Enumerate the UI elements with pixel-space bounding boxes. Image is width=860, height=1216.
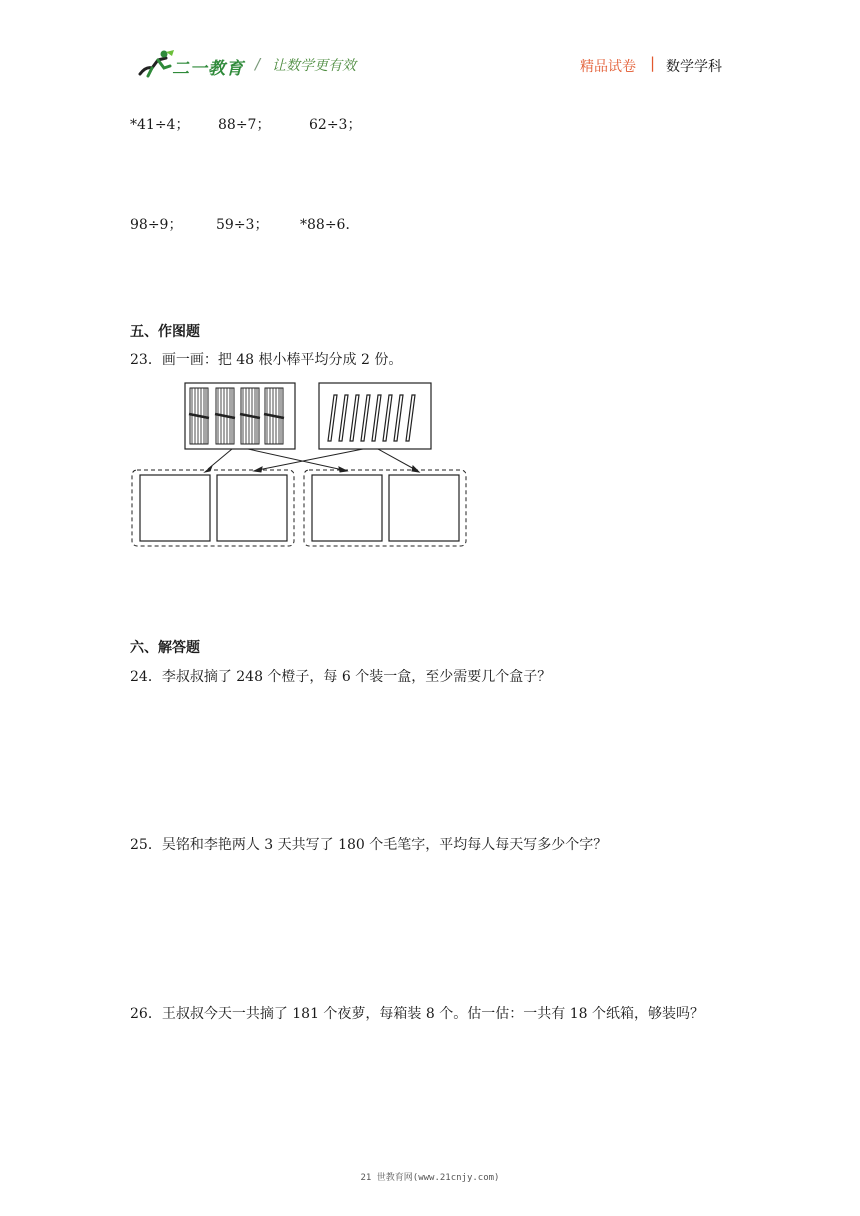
calc-item: 62÷3； (309, 117, 362, 133)
calc-item: *41÷4； (130, 117, 190, 133)
answer-box (312, 475, 382, 541)
brand-name: 二一教育 (172, 59, 244, 79)
group-one-container (132, 470, 294, 546)
question-26: 26．王叔叔今天一共摘了 181 个夜萝，每箱装 8 个。估一估：一共有 18 个纸箱，够装吗？ (130, 1006, 704, 1022)
answer-box (140, 475, 210, 541)
group-two-container (304, 470, 466, 546)
single-sticks-icon (328, 395, 415, 441)
answer-box (217, 475, 287, 541)
stick-bundles-icon (189, 388, 284, 444)
header-label-premium: 精品试卷 (580, 59, 636, 75)
header-slogan: 让数学更有效 (272, 58, 356, 74)
section-title: 五、作图题 (130, 324, 200, 340)
answer-box (389, 475, 459, 541)
header-separator: | (650, 54, 656, 72)
calc-item: 59÷3； (216, 217, 269, 233)
stick-division-figure (128, 378, 473, 553)
header-label-subject: 数学学科 (666, 59, 722, 75)
question-23: 23．画一画：把 48 根小棒平均分成 2 份。 (130, 352, 403, 368)
question-25: 25．吴铭和李艳两人 3 天共写了 180 个毛笔字，平均每人每天写多少个字？ (130, 837, 608, 853)
calc-item: 88÷7； (218, 117, 271, 133)
footer-text: 21 世教育网(www.21cnjy.com) (360, 1173, 500, 1183)
calc-item: 98÷9； (130, 217, 183, 233)
section-title: 六、解答题 (130, 640, 200, 656)
question-24: 24．李叔叔摘了 248 个橙子，每 6 个装一盒，至少需要几个盒子？ (130, 669, 552, 685)
arrows (205, 449, 419, 472)
header-slash: / (255, 55, 261, 73)
runner-icon (136, 48, 176, 80)
calc-item: *88÷6． (300, 217, 360, 233)
